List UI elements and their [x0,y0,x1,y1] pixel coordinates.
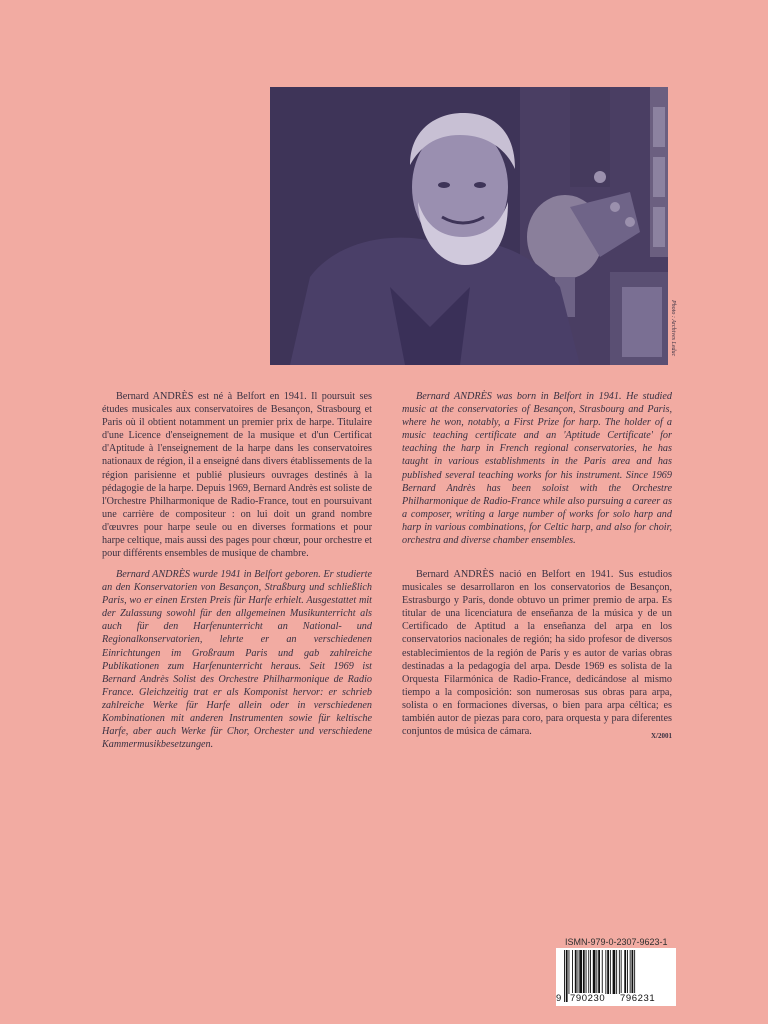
biography-english [402,390,672,547]
ismn-number: ISMN-979-0-2307-9623-1 [565,937,668,947]
barcode-bar [596,950,597,994]
barcode-bar [607,950,609,994]
biography-french-text: Bernard ANDRÈS est né à Belfort en 1941. Il poursuit ses études musicales aux conservatoires de Besançon, Strasbourg et Paris où il obtient notamment un premier prix de harpe. Titulaire d'une Licence d'enseignement de la musique et d'un Certificat d'Aptitude à l'enseignement de la harpe dans les conservatoires nationaux de région, il a enseigné dans divers établissements de la région parisienne et publié plusieurs ouvrages destinés à la pédagogie de la harpe. Depuis 1969, Bernard Andrès est soliste de l'Orchestre Philharmonique de Radio-France, tout en poursuivant une carrière de compositeur : on lui doit un grand nombre d'œuvres pour harpe seule ou en diverses formations et pour harpe celtique, mais aussi des pages pour chœur, pour orchestre et pour différents ensembles de musique de chambre. [102,391,372,560]
portrait-illustration [270,87,668,365]
barcode-bar [627,950,628,994]
barcode-bar [569,950,570,994]
barcode-bar [572,950,573,994]
barcode-bar [586,950,587,994]
biography-spanish [402,568,672,738]
barcode-digit-first: 9 [556,993,562,1004]
photo-credit: Photo : Archives Leduc [670,300,676,357]
biography-english-text: Bernard ANDRÈS was born in Belfort in 1941. He studied music at the conservatories of Besançon, Strasbourg and Paris, where he won, notably, a First Prize for harp. The holder of a music teaching certificate and an 'Aptitude Certificate' for teaching the harp in French regional conservatories, he has taught in various establishments in the Paris area and has published several teaching works for his instrument. Since 1969 Bernard Andrès has been soloist with the Orchestre Philharmonique de Radio-France while also pursuing a career as a composer, writing a large number of works for solo harp and harp in various combinations, for Celtic harp, and also for choir, orchestra and diverse chamber ensembles. [402,391,672,547]
barcode-bar [578,950,579,994]
barcode-bar [579,950,582,994]
barcode-bar [619,950,620,994]
barcode-digits-left: 790230 [570,993,606,1004]
barcode-digits-right: 796231 [620,993,656,1004]
barcode-bar [588,950,589,994]
barcode-bar [583,950,585,994]
barcode-bar [613,950,616,994]
barcode-bar [621,950,622,994]
barcode-bar [605,950,606,994]
barcode-bar [575,950,577,994]
biography-spanish-text: Bernard ANDRÈS nació en Belfort en 1941. Sus estudios musicales se desarrollaron en los conservatorios de Besançon, Estrasburgo y París, donde obtuvo un primer premio de arpa. Es titular de una licenciatura de enseñanza de la música y de un Certificado de Aptitud a la enseñanza del arpa en los conservatorios nacionales de región; ha sido profesor de diversos establecimientos de la región de París y es autor de varias obras destinadas a la pedagogía del arpa. Desde 1969 es solista de la Orquesta Filarmónica de Radio-France, dedicándose al mismo tiempo a la composición: son numerosas sus obras para arpa, solista o en formaciones diversas, o bien para arpa céltica; es también autor de piezas para coro, para orquesta y para diferentes conjuntos de música de cámara. [402,569,672,738]
edition-reference: X/2001 [651,732,672,740]
barcode-bar [632,950,634,994]
portrait-photo [270,87,668,365]
barcode-bar [616,950,617,994]
barcode-digits [556,993,676,1006]
barcode-bar [590,950,591,994]
biography-french [102,390,372,560]
biography-german-text: Bernard ANDRÈS wurde 1941 in Belfort geboren. Er studierte an den Konservatorien von Besançon, Straßburg und schließlich Paris, wo er einen Ersten Preis für Harfe erhielt. Ausgestattet mit der Zulassung sowohl für den allgemeinen Musikunterricht als auch für den Harfenunterricht an National- und Regionalkonservatorien, lehrte er an verschiedenen Einrichtungen im Großraum Paris und gab zahlreiche Publikationen zum Harfenunterricht heraus. Seit 1969 ist Bernard Andrès Solist des Orchestre Philharmonique de Radio France. Gleichzeitig trat er als Komponist hervor: er schrieb zahlreiche Werke für Harfe allein oder in verschiedenen Kombinationen mit anderen Instrumenten sowie für keltische Harfe, aber auch Werke für Chor, Orchester und verschiedene Kammermusikbesetzungen. [102,569,372,751]
barcode-bar [610,950,611,994]
barcode-bar [630,950,631,994]
barcode-bar [593,950,596,994]
biography-german [102,568,372,751]
barcode-bar [624,950,626,994]
